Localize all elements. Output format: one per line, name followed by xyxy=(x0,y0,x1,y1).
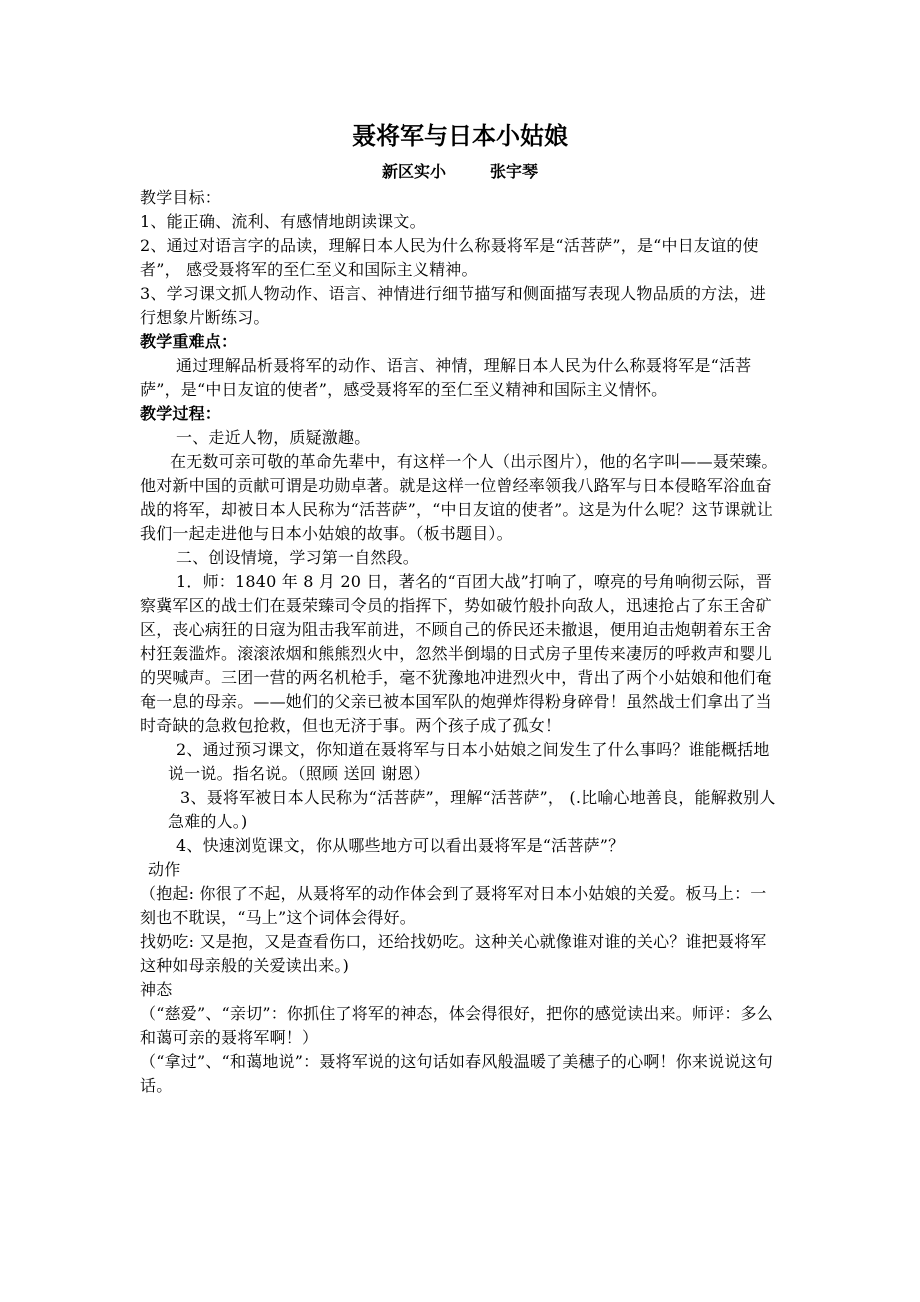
section1-title: 一、走近人物，质疑激趣。 xyxy=(176,428,371,447)
step-1-text: 1．师：1840 年 8 月 20 日，著名的“百团大战”打响了，嘹亮的号角响彻云际，晋察冀军区的战士们在聂荣臻司令员的指挥下，势如破竹般扑向敌人，迅速抢占了东王舍矿区，丧心病狂的日寇为阻击我军前进，不顾自己的侨民还未撤退，便用迫击炮朝着东王舍村狂轰滥炸。滚滚浓烟和熊熊烈火中，忽然半倒塌的日式房子里传来凄厉的呼救声和婴儿的哭喊声。三团一营的两名机枪手，毫不犹豫地冲进烈火中，背出了两个小姑娘和他们奄奄一息的母亲。——她们的父亲已被本国军队的炮弹炸得粉身碎骨！虽然战士们拿出了当时奇缺的急救包抢救，但也无济于事。两个孩子成了孤女！ xyxy=(140,572,773,735)
document-body xyxy=(140,186,780,1098)
action-label: 动作 xyxy=(148,860,181,879)
key-points-heading: 教学重难点： xyxy=(140,332,238,351)
section2-title: 二、创设情境，学习第一自然段。 xyxy=(176,548,420,567)
goal-item-2: 2、通过对语言字的品读，理解日本人民为什么称聂将军是“活菩萨”，是“中日友谊的使者”， 感受聂将军的至仁至义和国际主义精神。 xyxy=(140,236,759,279)
section1-text: 在无数可亲可敬的革命先辈中，有这样一个人（出示图片），他的名字叫——聂荣臻。他对新中国的贡献可谓是功勋卓著。就是这样一位曾经率领我八路军与日本侵略军浴血奋战的将军，却被日本人民称为“活菩萨”，“中日友谊的使者”。这是为什么呢？这节课就让我们一起走进他与日本小姑娘的故事。（板书题目）。 xyxy=(140,452,778,543)
byline-school: 新区实小 xyxy=(381,162,446,181)
document-title: 聂将军与日本小姑娘 xyxy=(352,122,568,150)
byline-author: 张宇琴 xyxy=(490,162,539,181)
goals-heading: 教学目标： xyxy=(140,188,222,207)
step-2-text: 2、通过预习课文，你知道在聂将军与日本小姑娘之间发生了什么事吗？谁能概括地说一说。指名说。（照顾 送回 谢恩） xyxy=(168,740,770,783)
expression-text-2: （“拿过”、“和蔼地说”：聂将军说的这句话如春风般温暖了美穗子的心啊！你来说说这句话。 xyxy=(140,1052,773,1095)
action-text-1: （抱起: 你很了不起，从聂将军的动作体会到了聂将军对日本小姑娘的关爱。板马上：一刻也不耽误，“马上”这个词体会得好。 xyxy=(140,884,767,927)
step-4-text: 4、快速浏览课文，你从哪些地方可以看出聂将军是“活菩萨”？ xyxy=(176,836,625,855)
process-heading: 教学过程： xyxy=(140,404,222,423)
goal-item-3: 3、学习课文抓人物动作、语言、神情进行细节描写和侧面描写表现人物品质的方法，进行想象片断练习。 xyxy=(140,284,766,327)
expression-label: 神态 xyxy=(140,980,173,999)
goal-item-1: 1、能正确、流利、有感情地朗读课文。 xyxy=(140,212,426,231)
expression-text-1: （“慈爱”、“亲切”：你抓住了将军的神态，体会得很好，把你的感觉读出来。师评：多么和蔼可亲的聂将军啊！） xyxy=(140,1004,773,1047)
action-text-2: 找奶吃: 又是抱，又是查看伤口，还给找奶吃。这种关心就像谁对谁的关心？谁把聂将军这种如母亲般的关爱读出来。) xyxy=(140,932,767,975)
step-3-text: 3、聂将军被日本人民称为“活菩萨”，理解“活菩萨”， (.比喻心地善良，能解救别人急难的人。) xyxy=(168,788,776,831)
byline xyxy=(0,160,920,184)
key-points-text: 通过理解品析聂将军的动作、语言、神情，理解日本人民为什么称聂将军是“活菩萨”，是“中日友谊的使者”，感受聂将军的至仁至义精神和国际主义情怀。 xyxy=(140,356,752,399)
